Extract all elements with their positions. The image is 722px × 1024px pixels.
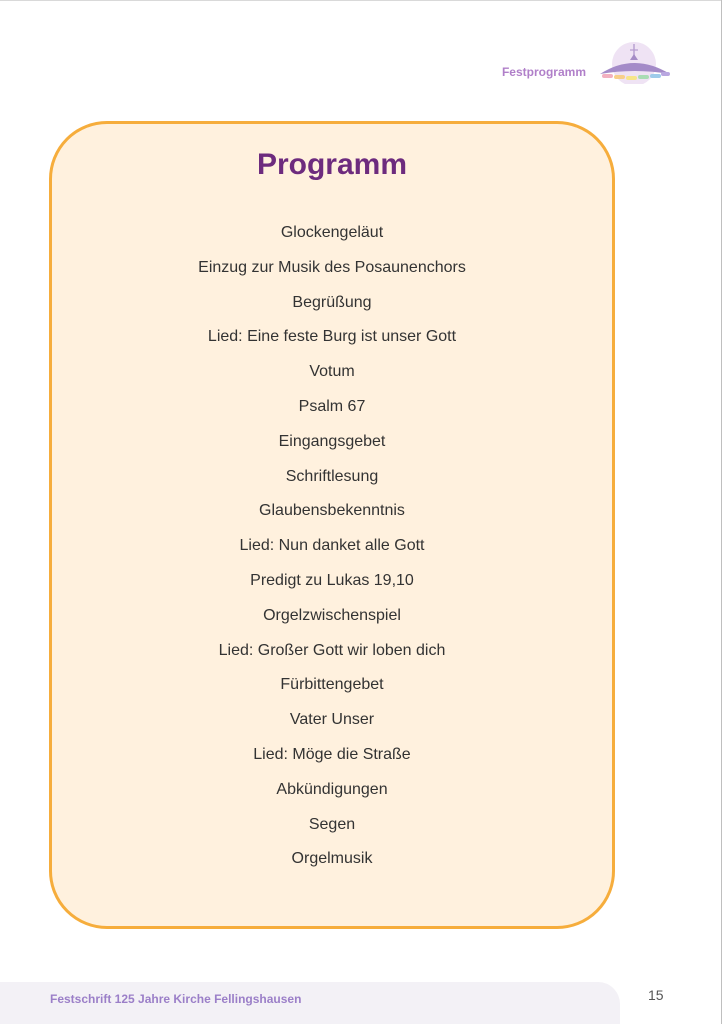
program-item: Orgelzwischenspiel <box>263 606 401 624</box>
program-item: Psalm 67 <box>298 397 366 415</box>
program-item: Orgelmusik <box>291 850 373 868</box>
page-number: 15 <box>648 987 664 1003</box>
page-header <box>502 38 674 84</box>
program-item: Votum <box>309 363 355 381</box>
program-item: Fürbittengebet <box>280 676 384 694</box>
program-list <box>52 216 612 877</box>
program-item: Lied: Nun danket alle Gott <box>239 537 425 555</box>
program-title: Programm <box>256 148 408 181</box>
program-item: Schriftlesung <box>285 467 379 485</box>
program-item: Abkündigungen <box>276 780 388 798</box>
program-box <box>49 121 615 929</box>
church-tower-rainbow-icon <box>594 38 674 84</box>
program-item: Lied: Großer Gott wir loben dich <box>218 641 446 659</box>
program-item: Begrüßung <box>292 293 372 311</box>
program-item: Lied: Eine feste Burg ist unser Gott <box>207 328 457 346</box>
program-item: Eingangsgebet <box>278 432 386 450</box>
program-item: Vater Unser <box>289 711 375 729</box>
header-title: Festprogramm <box>501 65 586 79</box>
program-item: Segen <box>308 815 356 833</box>
program-item: Predigt zu Lukas 19,10 <box>250 571 414 589</box>
program-item: Einzug zur Musik des Posaunenchors <box>198 258 466 276</box>
program-item: Glaubensbekenntnis <box>259 502 405 520</box>
page-edge-top <box>0 0 722 1</box>
program-item: Lied: Möge die Straße <box>253 745 411 763</box>
program-item: Glockengeläut <box>280 224 384 241</box>
footer-band <box>0 982 620 1024</box>
footer-text: Festschrift 125 Jahre Kirche Fellingshausen <box>50 992 302 1006</box>
